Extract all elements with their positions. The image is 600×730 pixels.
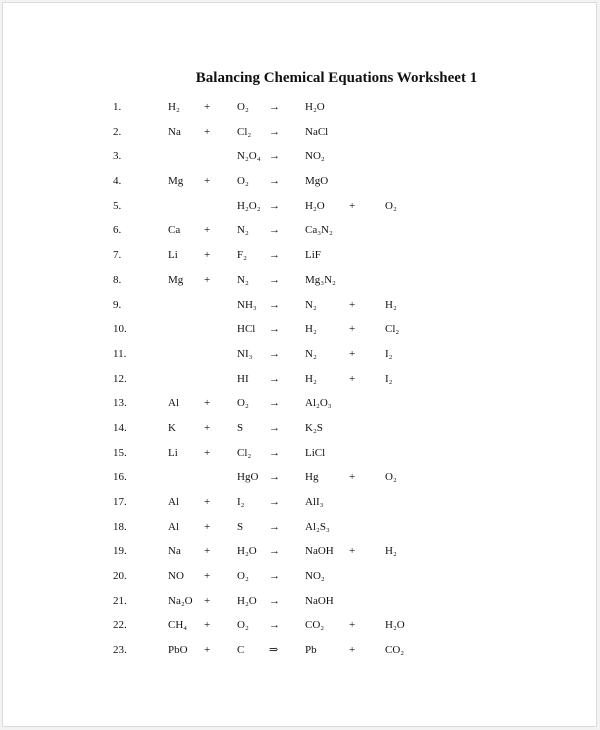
plus-sign: + xyxy=(204,446,211,459)
product-1: MgO xyxy=(305,175,329,188)
product-1: Ca₃N₂ xyxy=(305,224,333,237)
product-1: Mg₃N₂ xyxy=(305,273,336,286)
reactant-2: O₂ xyxy=(237,101,249,113)
product-2: H₂ xyxy=(385,545,397,558)
equation-row xyxy=(3,194,596,219)
page-title: Balancing Chemical Equations Worksheet 1 xyxy=(195,70,478,86)
yields-arrow: → xyxy=(269,101,280,113)
yields-arrow: → xyxy=(269,150,280,163)
reactant-1: PbO xyxy=(168,644,188,657)
yields-arrow: → xyxy=(269,273,280,286)
equation-number: 12. xyxy=(113,372,127,385)
reactant-2: S xyxy=(237,421,244,434)
equation-row xyxy=(3,564,596,589)
reactant-1: Na₂O xyxy=(168,594,193,607)
equation-row xyxy=(3,243,596,268)
reactant-1: K xyxy=(168,421,176,434)
product-1: K₂S xyxy=(305,421,323,434)
yields-arrow: → xyxy=(269,249,280,262)
plus-sign: + xyxy=(349,347,356,360)
reactant-1: Al xyxy=(168,496,179,508)
product-2: CO₂ xyxy=(385,644,405,657)
plus-sign: + xyxy=(204,520,211,533)
reactant-2: O₂ xyxy=(237,175,249,188)
product-2: Cl₂ xyxy=(385,323,400,336)
reactant-2: H₂O₂ xyxy=(237,199,261,212)
equation-row xyxy=(3,169,596,194)
product-1: H₂ xyxy=(305,323,317,336)
reactant-2: S xyxy=(237,520,244,533)
reactant-2: F₂ xyxy=(237,249,247,262)
equation-number: 14. xyxy=(113,421,127,434)
reactant-1: NO xyxy=(168,570,184,583)
product-1: H₂ xyxy=(305,372,317,385)
yields-arrow: → xyxy=(269,199,280,212)
product-1: H₂O xyxy=(305,199,325,212)
product-1: N₂ xyxy=(305,347,317,360)
yields-arrow: → xyxy=(269,372,280,385)
equation-number: 5. xyxy=(113,199,122,212)
equation-row xyxy=(3,342,596,367)
product-1: Al₂O₃ xyxy=(305,397,332,410)
equation-row xyxy=(3,144,596,169)
reactant-1: Al xyxy=(168,397,179,410)
yields-arrow: → xyxy=(269,446,280,459)
equation-number: 20. xyxy=(113,570,127,583)
equation-row xyxy=(3,589,596,614)
product-1: LiCl xyxy=(305,446,326,459)
plus-sign: + xyxy=(204,273,211,286)
equation-row xyxy=(3,391,596,416)
equation-row xyxy=(3,441,596,466)
reactant-1: Li xyxy=(168,446,178,459)
equation-number: 3. xyxy=(113,150,122,163)
product-2: H₂ xyxy=(385,298,397,311)
product-2: O₂ xyxy=(385,471,397,484)
plus-sign: + xyxy=(349,644,356,657)
yields-arrow: → xyxy=(269,397,280,410)
product-2: I₂ xyxy=(385,347,393,360)
product-1: NaCl xyxy=(305,125,329,138)
equation-row xyxy=(3,317,596,342)
plus-sign: + xyxy=(204,619,211,632)
product-1: Al₂S₃ xyxy=(305,520,330,533)
equation-number: 4. xyxy=(113,175,122,188)
equation-list xyxy=(3,95,596,663)
equation-number: 23. xyxy=(113,644,127,657)
yields-arrow: → xyxy=(269,298,280,311)
reactant-1: Na xyxy=(168,545,181,558)
reactant-2: NI₃ xyxy=(237,347,253,360)
reactant-1: Mg xyxy=(168,273,184,286)
yields-arrow: → xyxy=(269,347,280,360)
reactant-1: Na xyxy=(168,125,181,138)
yields-arrow: ⇒ xyxy=(269,644,279,657)
yields-arrow: → xyxy=(269,125,280,138)
reactant-2: N₂O₄ xyxy=(237,150,261,163)
product-1: Pb xyxy=(305,644,317,657)
equation-number: 8. xyxy=(113,273,122,286)
equation-number: 15. xyxy=(113,446,127,459)
equation-number: 10. xyxy=(113,323,127,336)
equation-number: 16. xyxy=(113,471,127,484)
yields-arrow: → xyxy=(269,570,280,583)
reactant-1: Al xyxy=(168,520,179,533)
yields-arrow: → xyxy=(269,175,280,188)
equation-row xyxy=(3,218,596,243)
reactant-2: N₂ xyxy=(237,224,249,237)
equation-row xyxy=(3,268,596,293)
plus-sign: + xyxy=(349,471,356,484)
yields-arrow: → xyxy=(269,421,280,434)
reactant-2: Cl₂ xyxy=(237,125,252,138)
plus-sign: + xyxy=(349,298,356,311)
equation-row xyxy=(3,416,596,441)
reactant-2: HCl xyxy=(237,323,256,336)
reactant-2: N₂ xyxy=(237,273,249,286)
equation-number: 18. xyxy=(113,520,127,533)
plus-sign: + xyxy=(204,644,211,657)
product-1: NO₂ xyxy=(305,150,325,163)
plus-sign: + xyxy=(349,372,356,385)
product-1: AlI₃ xyxy=(305,496,324,508)
product-1: LiF xyxy=(305,249,321,262)
yields-arrow: → xyxy=(269,496,280,508)
plus-sign: + xyxy=(204,125,211,138)
reactant-2: H₂O xyxy=(237,594,257,607)
plus-sign: + xyxy=(349,545,356,558)
product-1: NO₂ xyxy=(305,570,325,583)
equation-number: 22. xyxy=(113,619,127,632)
product-2: I₂ xyxy=(385,372,393,385)
equation-row xyxy=(3,465,596,490)
plus-sign: + xyxy=(204,421,211,434)
plus-sign: + xyxy=(204,545,211,558)
reactant-2: HI xyxy=(237,372,249,385)
equation-row xyxy=(3,293,596,318)
plus-sign: + xyxy=(204,175,211,188)
yields-arrow: → xyxy=(269,520,280,533)
equation-number: 6. xyxy=(113,224,122,237)
reactant-1: CH₄ xyxy=(168,619,188,632)
product-1: H₂O xyxy=(305,101,325,113)
plus-sign: + xyxy=(204,496,211,508)
product-1: CO₂ xyxy=(305,619,325,632)
product-2: O₂ xyxy=(385,199,397,212)
plus-sign: + xyxy=(349,619,356,632)
reactant-2: C xyxy=(237,644,245,657)
equation-row xyxy=(3,367,596,392)
product-1: Hg xyxy=(305,471,319,484)
equation-row xyxy=(3,120,596,145)
equation-row xyxy=(3,515,596,540)
yields-arrow: → xyxy=(269,471,280,484)
equation-number: 13. xyxy=(113,397,127,410)
plus-sign: + xyxy=(204,101,211,113)
product-2: H₂O xyxy=(385,619,405,632)
plus-sign: + xyxy=(204,397,211,410)
product-1: NaOH xyxy=(305,594,334,607)
product-1: N₂ xyxy=(305,298,317,311)
plus-sign: + xyxy=(349,199,356,212)
equation-number: 1. xyxy=(113,101,122,113)
equation-number: 7. xyxy=(113,249,122,262)
plus-sign: + xyxy=(204,594,211,607)
reactant-2: O₂ xyxy=(237,570,249,583)
equation-row xyxy=(3,539,596,564)
plus-sign: + xyxy=(349,323,356,336)
equation-number: 11. xyxy=(113,347,127,360)
yields-arrow: → xyxy=(269,619,280,632)
reactant-1: Mg xyxy=(168,175,184,188)
plus-sign: + xyxy=(204,249,211,262)
reactant-2: Cl₂ xyxy=(237,446,252,459)
reactant-2: H₂O xyxy=(237,545,257,558)
plus-sign: + xyxy=(204,570,211,583)
reactant-1: Li xyxy=(168,249,178,262)
equation-number: 17. xyxy=(113,496,127,508)
yields-arrow: → xyxy=(269,545,280,558)
reactant-2: O₂ xyxy=(237,619,249,632)
equation-number: 9. xyxy=(113,298,122,311)
reactant-2: HgO xyxy=(237,471,259,484)
equation-row xyxy=(3,95,596,120)
equation-number: 2. xyxy=(113,125,122,138)
plus-sign: + xyxy=(204,224,211,237)
reactant-2: NH₃ xyxy=(237,298,257,311)
worksheet-page xyxy=(2,2,597,727)
reactant-1: H₂ xyxy=(168,101,180,113)
equation-number: 21. xyxy=(113,594,127,607)
equation-row xyxy=(3,613,596,638)
reactant-2: O₂ xyxy=(237,397,249,410)
equation-row xyxy=(3,490,596,515)
reactant-2: I₂ xyxy=(237,496,245,508)
product-1: NaOH xyxy=(305,545,334,558)
equation-number: 19. xyxy=(113,545,127,558)
equation-row xyxy=(3,638,596,663)
yields-arrow: → xyxy=(269,323,280,336)
yields-arrow: → xyxy=(269,594,280,607)
reactant-1: Ca xyxy=(168,224,181,237)
yields-arrow: → xyxy=(269,224,280,237)
